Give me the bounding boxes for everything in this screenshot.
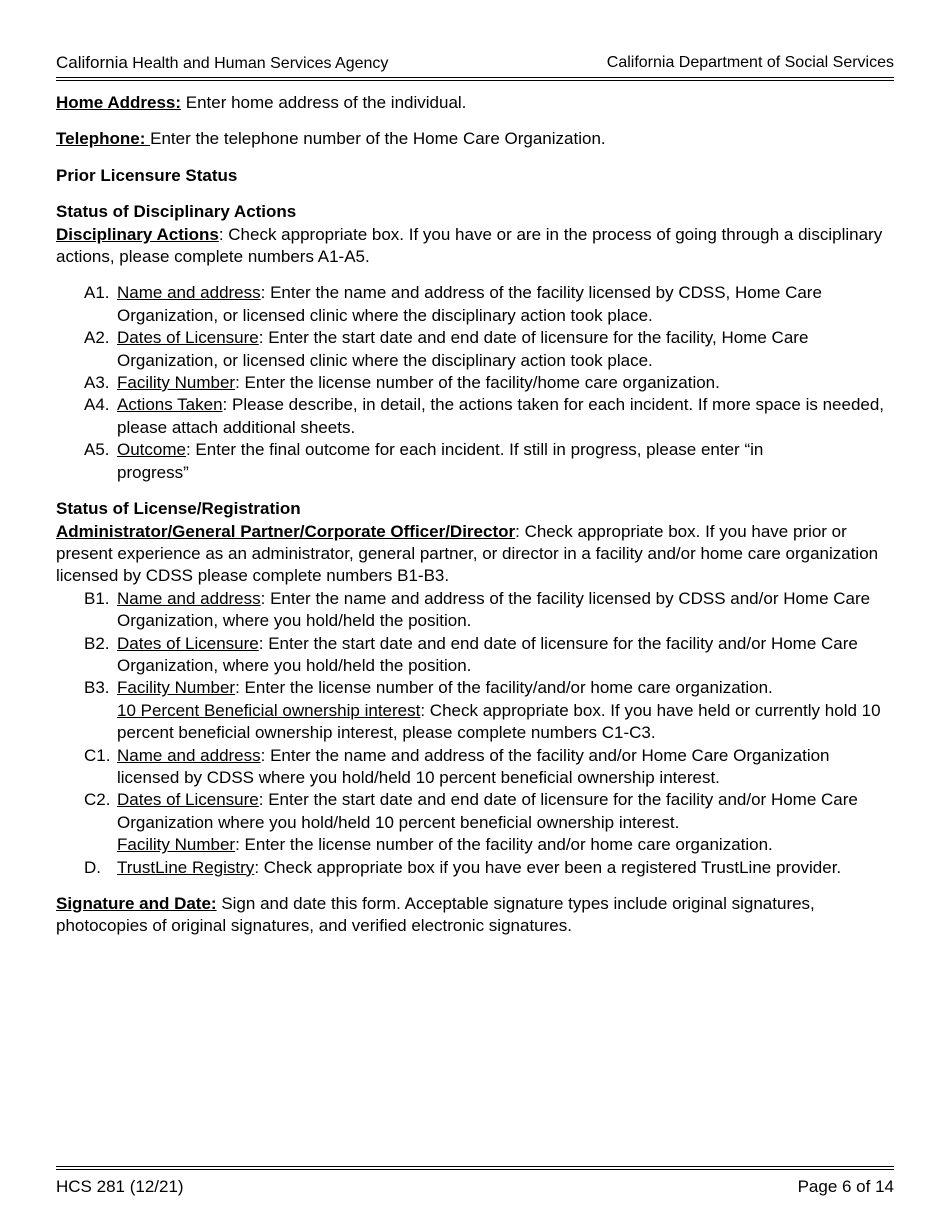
list-item (56, 633, 896, 678)
agency-name-first: California (56, 53, 128, 72)
signature-text: Sign and date this form. Acceptable signature types include original signatures, photocopies of original signatures, and verified electronic signatures. (56, 894, 815, 936)
item-text: : Enter the start date and end date of licensure for the facility, Home Care Organization, or licensed clinic where the disciplinary action took place. (117, 328, 809, 370)
item-text: : Please describe, in detail, the actions taken for each incident. If more space is needed, please attach additional sheets. (117, 395, 885, 437)
telephone-paragraph (56, 128, 896, 150)
item-term: 10 Percent Beneficial ownership interest (117, 700, 421, 720)
item-number: A5. (84, 440, 110, 460)
item-term: Outcome (117, 440, 186, 460)
item-term: Dates of Licensure (117, 790, 259, 810)
item-text: : Enter the license number of the facility/home care organization. (235, 373, 720, 393)
list-item (56, 700, 896, 745)
item-text: : Enter the name and address of the facility and/or Home Care Organization licensed by CDSS where you hold/held 10 percent beneficial ownership interest. (117, 745, 830, 787)
signature-paragraph (56, 893, 896, 938)
item-text: : Enter the name and address of the facility licensed by CDSS and/or Home Care Organization, where you hold/held the position. (117, 588, 871, 631)
item-term: Facility Number (117, 835, 236, 855)
page-header (56, 52, 894, 74)
disciplinary-list (56, 282, 896, 484)
department-name: California Department of Social Services (606, 54, 894, 71)
list-item (56, 857, 896, 879)
license-intro (56, 521, 896, 588)
disciplinary-heading: Status of Disciplinary Actions (56, 202, 297, 222)
item-number: B2. (84, 633, 110, 653)
item-text: : Enter the start date and end date of licensure for the facility and/or Home Care Organization where you hold/held 10 percent beneficial ownership interest. (117, 790, 858, 832)
item-text: : Enter the license number of the facility and/or home care organization. (235, 835, 773, 855)
list-item (56, 439, 896, 484)
license-list (56, 588, 896, 879)
list-item (56, 394, 896, 439)
disciplinary-intro-text: : Check appropriate box. If you have or are in the process of going through a disciplinary actions, please complete numbers A1-A5. (56, 224, 883, 267)
item-number: C1. (84, 745, 111, 765)
item-number: A1. (84, 283, 110, 303)
item-text: : Enter the license number of the facility/and/or home care organization. (235, 678, 773, 698)
list-item (56, 588, 896, 633)
item-text: : Check appropriate box. If you have held or currently hold 10 percent beneficial ownership interest, please complete numbers C1-C3. (117, 700, 881, 743)
item-term: Name and address (117, 745, 261, 765)
item-text: : Check appropriate box if you have ever been a registered TrustLine provider. (254, 857, 842, 877)
item-term: Actions Taken (117, 395, 223, 415)
header-rule (56, 77, 894, 81)
item-text: : Enter the start date and end date of licensure for the facility and/or Home Care Organization, where you hold/held the position. (117, 633, 858, 675)
document-body (56, 92, 896, 938)
item-term: TrustLine Registry (117, 857, 255, 877)
item-number: A3. (84, 373, 110, 393)
list-item (56, 789, 896, 834)
home-address-paragraph (56, 92, 896, 114)
item-term: Dates of Licensure (117, 328, 259, 348)
page-number: Page 6 of 14 (797, 1177, 894, 1196)
form-id: HCS 281 (12/21) (56, 1177, 184, 1196)
signature-label: Signature and Date: (56, 894, 217, 913)
item-term: Dates of Licensure (117, 633, 259, 653)
item-number: D. (84, 857, 101, 877)
disciplinary-intro (56, 224, 896, 269)
list-item (56, 834, 896, 856)
list-item (56, 372, 896, 394)
item-term: Name and address (117, 283, 261, 303)
item-text: : Enter the name and address of the facility licensed by CDSS, Home Care Organization, or licensed clinic where the disciplinary action took place. (117, 283, 822, 325)
list-item (56, 327, 896, 372)
item-text: : Enter the final outcome for each incident. If still in progress, please enter “in progress” (117, 440, 764, 482)
agency-name (56, 52, 388, 75)
list-item (56, 677, 896, 699)
disciplinary-label: Disciplinary Actions (56, 224, 219, 244)
item-number: C2. (84, 790, 111, 810)
item-number: B1. (84, 588, 110, 608)
prior-licensure-heading: Prior Licensure Status (56, 165, 238, 185)
home-address-text: Enter home address of the individual. (181, 93, 467, 112)
list-item (56, 745, 896, 790)
telephone-label: Telephone: (56, 129, 151, 149)
list-item (56, 282, 896, 327)
agency-name-rest: Health and Human Services Agency (127, 55, 389, 72)
item-term: Facility Number (117, 373, 236, 393)
telephone-text: Enter the telephone number of the Home Care Organization. (150, 129, 606, 149)
license-intro-text: : Check appropriate box. If you have prior or present experience as an administrator, general partner, or director in a facility and/or home care organization licensed by CDSS please complete numbers B1-B3. (56, 521, 879, 586)
home-address-label: Home Address: (56, 93, 182, 112)
item-number: B3. (84, 678, 110, 698)
license-label: Administrator/General Partner/Corporate Officer/Director (56, 521, 516, 541)
footer-rule (56, 1166, 894, 1170)
item-number: A2. (84, 328, 110, 348)
item-number: A4. (84, 395, 110, 415)
item-term: Name and address (117, 588, 261, 608)
license-heading: Status of License/Registration (56, 499, 301, 519)
item-term: Facility Number (117, 678, 236, 698)
